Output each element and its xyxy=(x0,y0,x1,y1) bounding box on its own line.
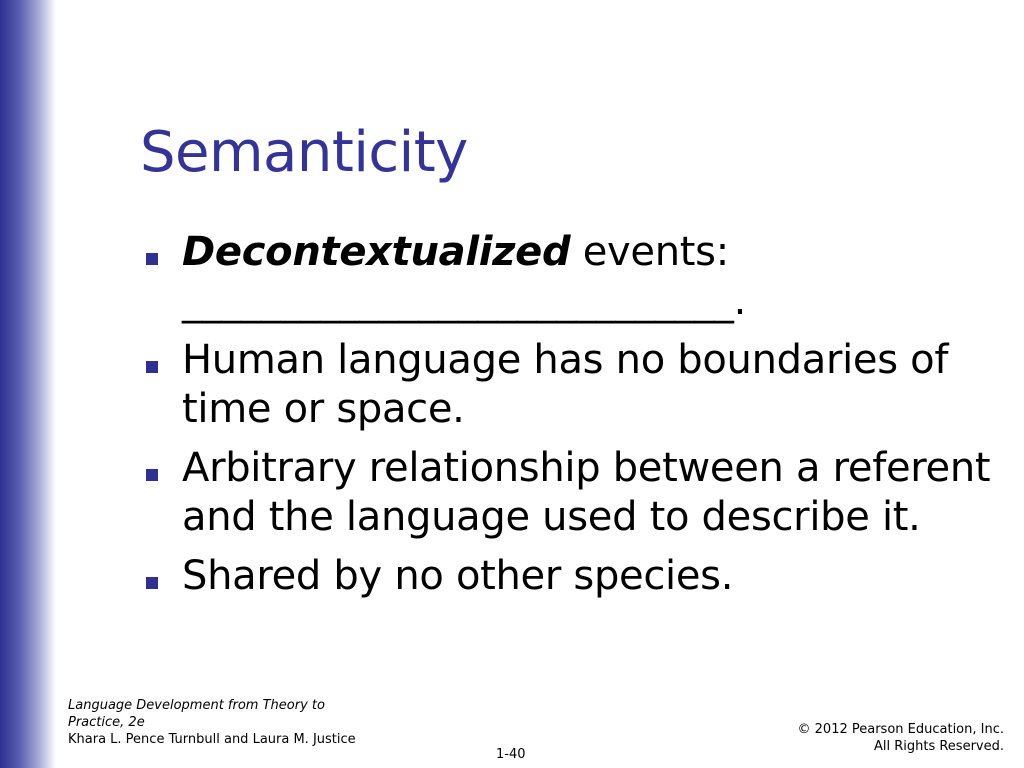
footer-copyright xyxy=(798,721,1004,755)
bullet-text: events: xyxy=(570,229,729,275)
square-bullet-icon xyxy=(146,577,158,589)
bullet-list xyxy=(142,228,1002,611)
fill-in-blank: ____________________________. xyxy=(182,278,747,324)
decorative-side-bar xyxy=(0,0,56,768)
square-bullet-icon xyxy=(146,469,158,481)
page-number: 1-40 xyxy=(496,747,526,762)
bullet-item-arbitrary xyxy=(142,444,1002,542)
footer-book-info xyxy=(68,697,368,748)
bullet-item-decontextualized xyxy=(142,228,1002,326)
bullet-text: Shared by no other species. xyxy=(182,553,734,599)
bullet-text: Human language has no boundaries of time or space. xyxy=(182,337,949,432)
footer-rights-line: All Rights Reserved. xyxy=(873,739,1004,754)
footer-book-title: Language Development from Theory to Practice, 2e xyxy=(68,698,325,730)
footer-copyright-line: © 2012 Pearson Education, Inc. xyxy=(797,722,1004,737)
bullet-item-shared xyxy=(142,552,1002,601)
bullet-emphasis: Decontextualized xyxy=(182,229,571,275)
square-bullet-icon xyxy=(146,361,158,373)
bullet-text: Arbitrary relationship between a referent and the language used to describe it. xyxy=(182,445,991,540)
bullet-item-boundaries xyxy=(142,336,1002,434)
footer-authors: Khara L. Pence Turnbull and Laura M. Justice xyxy=(68,732,356,747)
square-bullet-icon xyxy=(146,253,158,265)
slide-title: Semanticity xyxy=(140,120,468,185)
